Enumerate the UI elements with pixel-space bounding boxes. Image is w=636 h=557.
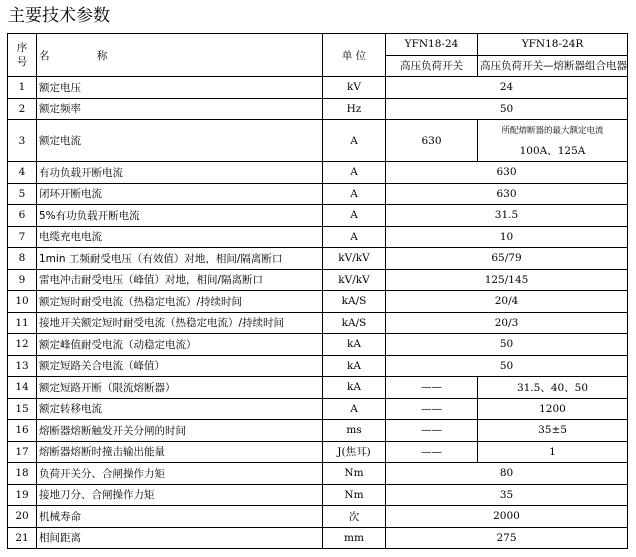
row-unit: A — [323, 120, 386, 162]
row-no: 15 — [8, 398, 37, 420]
row-unit: Hz — [323, 98, 386, 120]
row-value: 125/145 — [386, 269, 628, 291]
table-row — [8, 162, 628, 184]
row-unit: A — [323, 162, 386, 184]
row-name: 闭环开断电流 — [37, 183, 323, 205]
row-value: 35 — [386, 484, 628, 506]
header-no-top: 序 — [16, 42, 28, 54]
row-no: 2 — [8, 98, 37, 120]
row-no: 16 — [8, 420, 37, 442]
row-no: 6 — [8, 205, 37, 227]
row-no: 20 — [8, 506, 37, 528]
row-unit: Nm — [323, 484, 386, 506]
table-row — [8, 377, 628, 399]
row-unit: 次 — [323, 506, 386, 528]
row-name: 接地开关额定短时耐受电流（热稳定电流）/持续时间 — [37, 312, 323, 334]
row-value: 630 — [386, 162, 628, 184]
row-no: 17 — [8, 441, 37, 463]
header-col1-model: YFN18-24 — [386, 34, 478, 56]
header-name: 名 称 — [37, 34, 323, 77]
header-no — [8, 34, 37, 77]
row-value: 50 — [386, 355, 628, 377]
row-no: 9 — [8, 269, 37, 291]
row-name: 额定电压 — [37, 77, 323, 99]
row-name: 电缆充电电流 — [37, 226, 323, 248]
row-name: 额定短时耐受电流（热稳定电流）/持续时间 — [37, 291, 323, 313]
row-value: 50 — [386, 334, 628, 356]
row-name: 有功负载开断电流 — [37, 162, 323, 184]
row-name: 雷电冲击耐受电压（峰值）对地，相间/隔离断口 — [37, 269, 323, 291]
row-unit: kV — [323, 77, 386, 99]
row-no: 4 — [8, 162, 37, 184]
row-name: 额定电流 — [37, 120, 323, 162]
table-row — [8, 77, 628, 99]
row-col1: —— — [386, 441, 478, 463]
row-name: 额定转移电流 — [37, 398, 323, 420]
row-name: 机械寿命 — [37, 506, 323, 528]
row-no: 13 — [8, 355, 37, 377]
row-name: 负荷开关分、合闸操作力矩 — [37, 463, 323, 485]
row-no: 5 — [8, 183, 37, 205]
row-col2: 31.5、40、50 — [478, 377, 628, 399]
row-col2: 35±5 — [478, 420, 628, 442]
row-unit: A — [323, 398, 386, 420]
table-row — [8, 291, 628, 313]
header-col1-desc: 高压负荷开关 — [386, 55, 478, 77]
spec-table — [7, 33, 628, 549]
row-unit: A — [323, 183, 386, 205]
row-col2 — [478, 120, 628, 162]
row-no: 12 — [8, 334, 37, 356]
header-unit: 单 位 — [323, 34, 386, 77]
row-no: 8 — [8, 248, 37, 270]
row-name: 熔断器熔断时撞击输出能量 — [37, 441, 323, 463]
header-col2-model: YFN18-24R — [478, 34, 628, 56]
row-unit: A — [323, 226, 386, 248]
table-row — [8, 205, 628, 227]
row-name: 接地刀分、合闸操作力矩 — [37, 484, 323, 506]
page-title: 主要技术参数 — [8, 6, 110, 26]
row-name: 相间距离 — [37, 527, 323, 549]
table-row — [8, 420, 628, 442]
row-unit: kA/S — [323, 312, 386, 334]
row-no: 10 — [8, 291, 37, 313]
row-unit: kA — [323, 334, 386, 356]
table-row — [8, 463, 628, 485]
row-no: 1 — [8, 77, 37, 99]
row-value: 275 — [386, 527, 628, 549]
table-row — [8, 441, 628, 463]
row-unit: kV/kV — [323, 248, 386, 270]
row-unit: kA/S — [323, 291, 386, 313]
table-row — [8, 506, 628, 528]
row-no: 3 — [8, 120, 37, 162]
table-row — [8, 312, 628, 334]
table-row — [8, 334, 628, 356]
row-name: 额定短路关合电流（峰值） — [37, 355, 323, 377]
table-row — [8, 355, 628, 377]
row-no: 19 — [8, 484, 37, 506]
row-col2-line1: 所配熔断器的最大额定电流 — [501, 126, 604, 136]
row-unit: Nm — [323, 463, 386, 485]
row-name: 额定频率 — [37, 98, 323, 120]
table-row — [8, 98, 628, 120]
row-no: 14 — [8, 377, 37, 399]
row-name: 额定短路开断（限流熔断器） — [37, 377, 323, 399]
row-col1: —— — [386, 377, 478, 399]
row-col2-line2: 100A、125A — [519, 145, 586, 157]
table-row — [8, 398, 628, 420]
table-row — [8, 484, 628, 506]
row-name: 熔断器熔断触发开关分闸的时间 — [37, 420, 323, 442]
row-value: 31.5 — [386, 205, 628, 227]
row-name: 1min 工频耐受电压（有效值）对地，相间/隔离断口 — [37, 248, 323, 270]
row-no: 21 — [8, 527, 37, 549]
row-value: 10 — [386, 226, 628, 248]
row-name: 5%有功负载开断电流 — [37, 205, 323, 227]
row-value: 65/79 — [386, 248, 628, 270]
row-col1: 630 — [386, 120, 478, 162]
row-value: 20/3 — [386, 312, 628, 334]
table-row — [8, 120, 628, 162]
row-no: 11 — [8, 312, 37, 334]
row-unit: mm — [323, 527, 386, 549]
row-col1: —— — [386, 398, 478, 420]
row-unit: kA — [323, 377, 386, 399]
row-col2: 1200 — [478, 398, 628, 420]
table-header-row — [8, 34, 628, 56]
row-name: 额定峰值耐受电流（动稳定电流） — [37, 334, 323, 356]
row-col1: —— — [386, 420, 478, 442]
row-value: 20/4 — [386, 291, 628, 313]
table-row — [8, 248, 628, 270]
row-unit: kV/kV — [323, 269, 386, 291]
table-row — [8, 269, 628, 291]
table-row — [8, 226, 628, 248]
table-row — [8, 527, 628, 549]
row-unit: ms — [323, 420, 386, 442]
header-no-bottom: 号 — [16, 56, 28, 68]
row-no: 7 — [8, 226, 37, 248]
row-unit: J(焦耳) — [323, 441, 386, 463]
row-value: 24 — [386, 77, 628, 99]
row-value: 2000 — [386, 506, 628, 528]
row-value: 630 — [386, 183, 628, 205]
header-col2-desc: 高压负荷开关—熔断器组合电器 — [478, 55, 628, 77]
row-col2: 1 — [478, 441, 628, 463]
row-value: 50 — [386, 98, 628, 120]
row-no: 18 — [8, 463, 37, 485]
row-unit: A — [323, 205, 386, 227]
table-row — [8, 183, 628, 205]
row-unit: kA — [323, 355, 386, 377]
row-value: 80 — [386, 463, 628, 485]
